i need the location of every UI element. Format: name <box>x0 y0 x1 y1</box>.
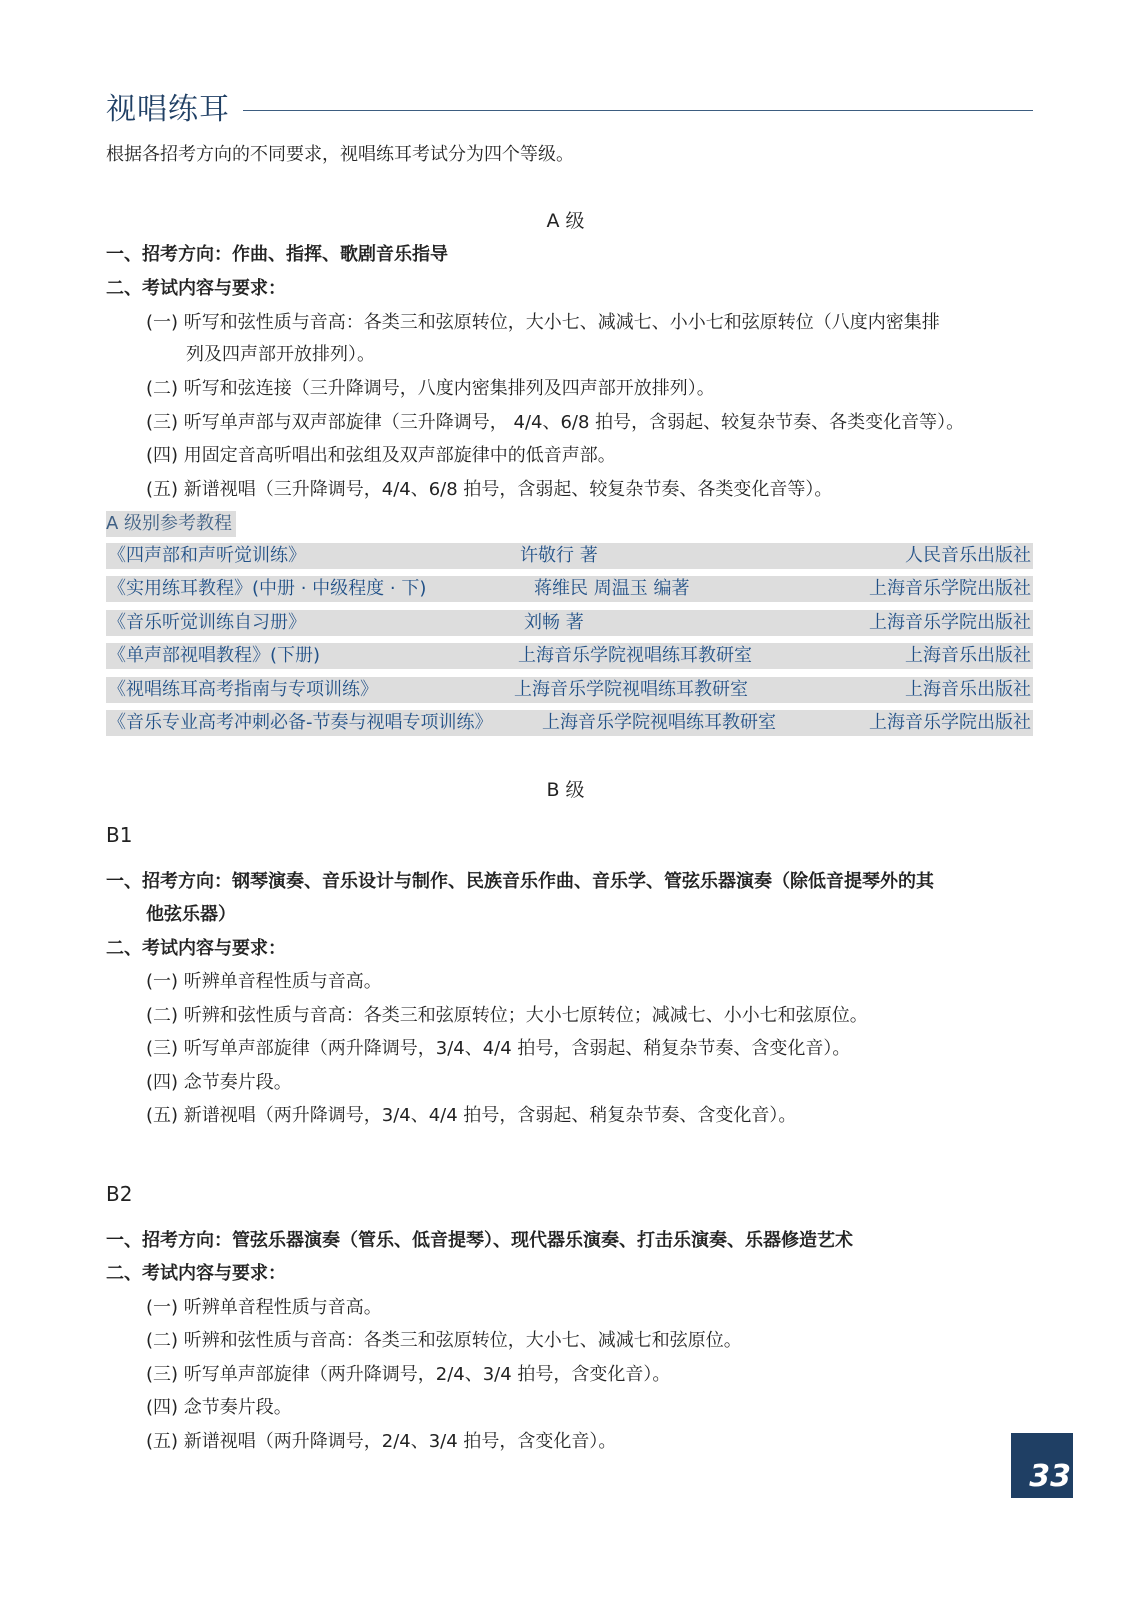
b1-label: B1 <box>106 823 133 847</box>
level-b-heading: B 级 <box>546 779 585 801</box>
reference-book: 《音乐专业高考冲刺必备-节奏与视唱专项训练》 <box>108 712 493 733</box>
reference-book: 《视唱练耳高考指南与专项训练》 <box>108 679 378 700</box>
b1-direction: 一、招考方向：钢琴演奏、音乐设计与制作、民族音乐作曲、音乐学、管弦乐器演奏（除低音提琴外的其 <box>106 871 934 892</box>
level-a-content-heading: 二、考试内容与要求： <box>106 278 286 299</box>
reference-publisher: 人民音乐出版社 <box>905 545 1031 566</box>
b2-item: (四) 念节奏片段。 <box>146 1397 292 1418</box>
b1-item: (三) 听写单声部旋律（两升降调号，3/4、4/4 拍号，含弱起、稍复杂节奏、含变化音）。 <box>146 1038 851 1059</box>
reference-publisher: 上海音乐学院出版社 <box>869 612 1031 633</box>
b2-label: B2 <box>106 1182 133 1206</box>
b2-content-heading: 二、考试内容与要求： <box>106 1263 286 1284</box>
reference-row <box>106 643 1033 669</box>
b1-content-heading: 二、考试内容与要求： <box>106 938 286 959</box>
b2-item: (一) 听辨单音程性质与音高。 <box>146 1297 382 1318</box>
title-rule <box>243 110 1033 111</box>
reference-book: 《四声部和声听觉训练》 <box>108 545 306 566</box>
intro-text: 根据各招考方向的不同要求，视唱练耳考试分为四个等级。 <box>106 144 574 165</box>
reference-author: 蒋维民 周温玉 编著 <box>534 578 690 599</box>
reference-author: 上海音乐学院视唱练耳教研室 <box>542 712 776 733</box>
reference-author: 刘畅 著 <box>524 612 584 633</box>
reference-row <box>106 710 1033 736</box>
level-a-item: (一) 听写和弦性质与音高：各类三和弦原转位，大小七、减减七、小小七和弦原转位（八度内密集排 <box>146 312 940 333</box>
level-a-direction: 一、招考方向：作曲、指挥、歌剧音乐指导 <box>106 244 448 265</box>
b1-item: (五) 新谱视唱（两升降调号，3/4、4/4 拍号，含弱起、稍复杂节奏、含变化音）。 <box>146 1105 797 1126</box>
page-number-box <box>1011 1433 1073 1498</box>
b2-item: (五) 新谱视唱（两升降调号，2/4、3/4 拍号，含变化音）。 <box>146 1431 617 1452</box>
section-title: 视唱练耳 <box>106 92 230 127</box>
reference-publisher: 上海音乐学院出版社 <box>869 712 1031 733</box>
reference-book: 《音乐听觉训练自习册》 <box>108 612 306 633</box>
reference-book: 《单声部视唱教程》(下册) <box>108 645 321 666</box>
page-number: 33 <box>1029 1459 1071 1494</box>
b2-item: (三) 听写单声部旋律（两升降调号，2/4、3/4 拍号，含变化音）。 <box>146 1364 671 1385</box>
reference-author: 上海音乐学院视唱练耳教研室 <box>518 645 752 666</box>
reference-publisher: 上海音乐出版社 <box>905 645 1031 666</box>
references-caption: A 级别参考教程 <box>106 511 236 537</box>
b1-item: (一) 听辨单音程性质与音高。 <box>146 971 382 992</box>
b1-item: (二) 听辨和弦性质与音高：各类三和弦原转位；大小七原转位；减减七、小小七和弦原位。 <box>146 1005 868 1026</box>
reference-row <box>106 610 1033 636</box>
level-a-item: (三) 听写单声部与双声部旋律（三升降调号， 4/4、6/8 拍号，含弱起、较复杂节奏、各类变化音等）。 <box>146 412 965 433</box>
b2-item: (二) 听辨和弦性质与音高：各类三和弦原转位，大小七、减减七和弦原位。 <box>146 1330 742 1351</box>
level-a-item: (四) 用固定音高听唱出和弦组及双声部旋律中的低音声部。 <box>146 445 616 466</box>
reference-author: 许敬行 著 <box>520 545 598 566</box>
reference-author: 上海音乐学院视唱练耳教研室 <box>514 679 748 700</box>
reference-book: 《实用练耳教程》(中册 · 中级程度 · 下) <box>108 578 427 599</box>
level-a-item: (二) 听写和弦连接（三升降调号，八度内密集排列及四声部开放排列）。 <box>146 378 715 399</box>
level-a-item: (五) 新谱视唱（三升降调号，4/4、6/8 拍号，含弱起、较复杂节奏、各类变化音等）。 <box>146 479 833 500</box>
reference-publisher: 上海音乐学院出版社 <box>869 578 1031 599</box>
reference-publisher: 上海音乐出版社 <box>905 679 1031 700</box>
b2-direction: 一、招考方向：管弦乐器演奏（管乐、低音提琴）、现代器乐演奏、打击乐演奏、乐器修造艺术 <box>106 1230 853 1251</box>
b1-item: (四) 念节奏片段。 <box>146 1072 292 1093</box>
level-a-heading: A 级 <box>546 210 585 232</box>
reference-row <box>106 576 1033 602</box>
reference-row <box>106 543 1033 569</box>
b1-direction-cont: 他弦乐器） <box>146 904 236 925</box>
level-a-item: 列及四声部开放排列）。 <box>186 344 375 365</box>
reference-row <box>106 677 1033 703</box>
